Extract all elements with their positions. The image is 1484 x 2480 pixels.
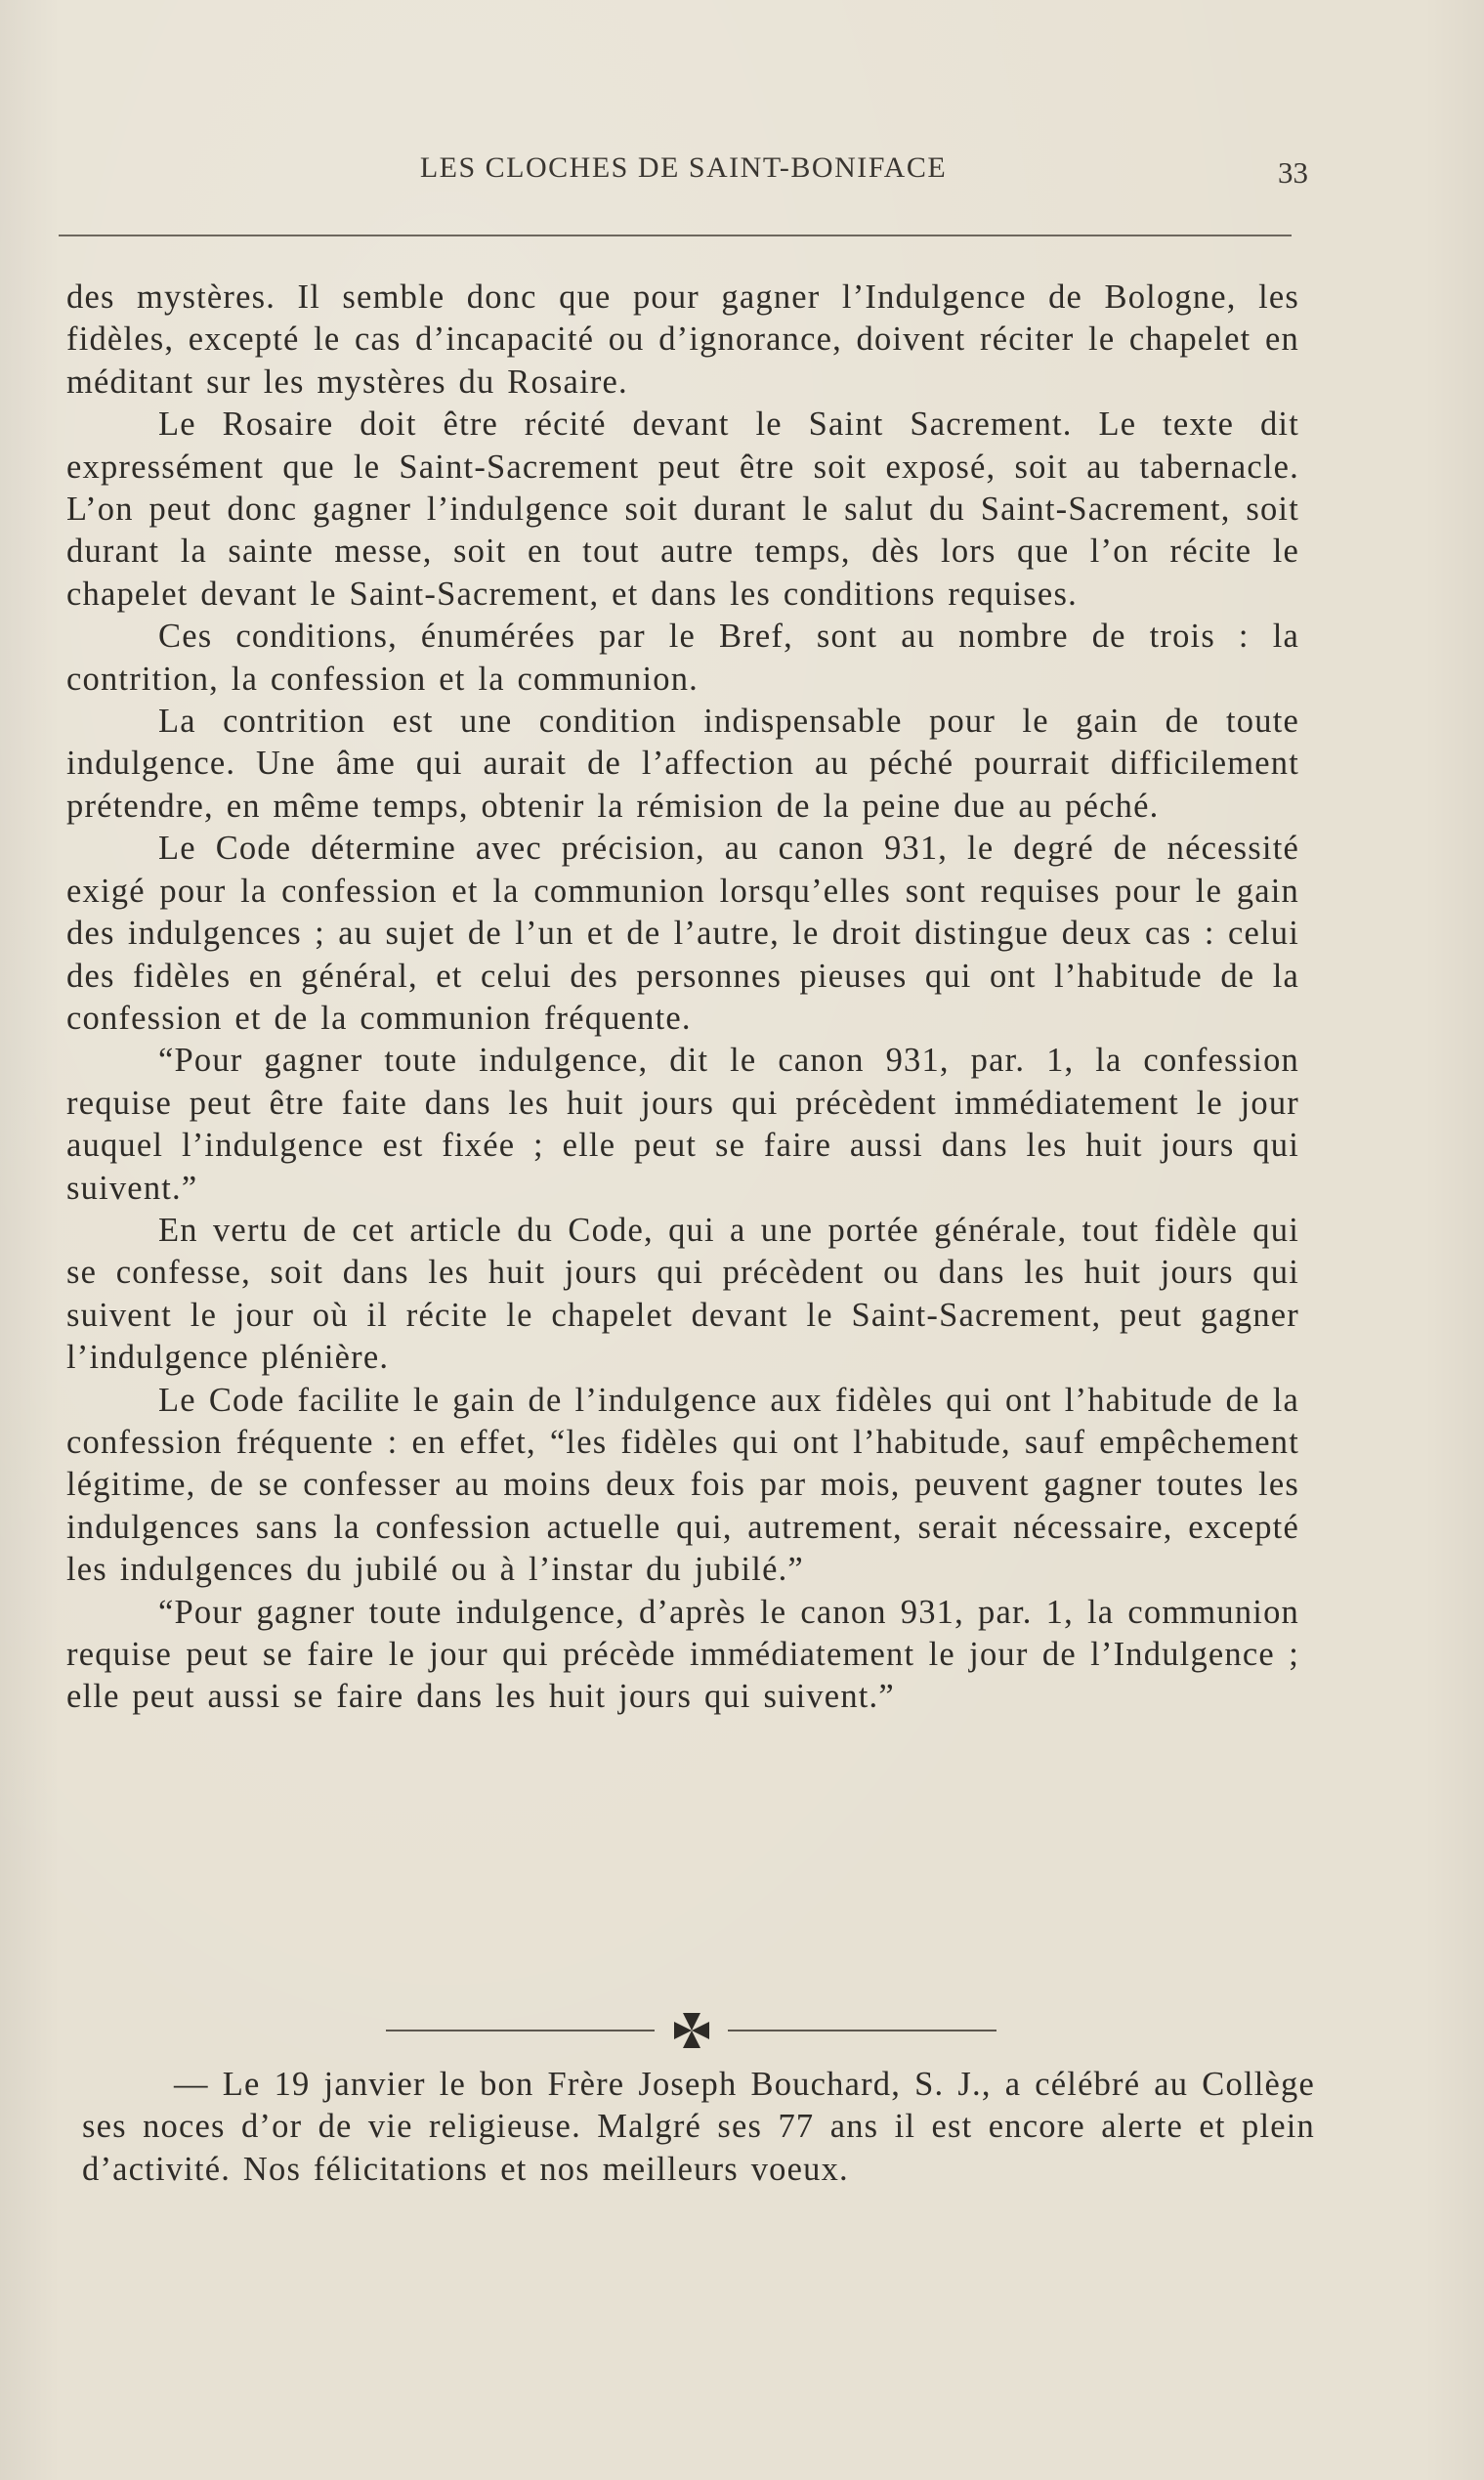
header-rule: [59, 235, 1292, 236]
cross-pattee-icon: [672, 2009, 711, 2052]
paragraph: “Pour gagner toute indulgence, dit le canon 931, par. 1, la confession requise peut être faite dans les huit jours qui précèdent immédiatement le jour auquel l’indulgence est fixée ; elle peut se faire aussi dans les huit jours qui suivent.”: [66, 1042, 1299, 1207]
running-title: LES CLOCHES DE SAINT-BONIFACE: [419, 151, 948, 184]
paragraph: La contrition est une condition indispensable pour le gain de toute indulgence. Une âme qui aurait de l’affection au péché pourrait difficilement prétendre, en même temps, obtenir la rémision de la peine due au péché.: [66, 703, 1299, 825]
paragraph: des mystères. Il semble donc que pour gagner l’Indulgence de Bologne, les fidèles, excepté le cas d’incapacité ou d’ignorance, doivent réciter le chapelet en méditant sur les mystères du Rosaire.: [66, 278, 1299, 401]
paragraph: Le Rosaire doit être récité devant le Saint Sacrement. Le texte dit expressément que le Saint-Sacrement peut être soit exposé, soit au tabernacle. L’on peut donc gagner l’indulgence soit durant le salut du Saint-Sacrement, soit durant la sainte messe, soit en tout autre temps, dès lors que l’on récite le chapelet devant le Saint-Sacrement, et dans les conditions requises.: [66, 406, 1299, 613]
paragraph: “Pour gagner toute indulgence, d’après le canon 931, par. 1, la communion requise peut se faire le jour qui précède immédiatement le jour de l’Indulgence ; elle peut aussi se faire dans les huit jours qui suivent.”: [66, 1593, 1299, 1716]
page-number: 33: [1278, 155, 1308, 190]
paragraph: En vertu de cet article du Code, qui a une portée générale, tout fidèle qui se confesse, soit dans les huit jours qui précèdent ou dans les huit jours qui suivent le jour où il récite le chapelet devant le Saint-Sacrement, peut gagner l’indulgence plénière.: [66, 1211, 1299, 1377]
section-separator: [386, 2009, 996, 2052]
body-text: [66, 277, 1299, 1719]
paragraph: Le Code détermine avec précision, au canon 931, le degré de nécessité exigé pour la confession et la communion lorsqu’elles sont requises pour le gain des indulgences ; au sujet de l’un et de l’autre, le droit distingue deux cas : celui des fidèles en général, et celui des personnes pieuses qui ont l’habitude de la confession et de la communion fréquente.: [66, 830, 1299, 1037]
paragraph: Le Code facilite le gain de l’indulgence aux fidèles qui ont l’habitude de la confession fréquente : en effet, “les fidèles qui ont l’habitude, sauf empêchement légitime, de se confesser au moins deux fois par mois, peuvent gagner toutes les indulgences sans la confession actuelle qui, autrement, serait nécessaire, excepté les indulgences du jubilé ou à l’instar du jubilé.”: [66, 1381, 1299, 1589]
separator-rule-right: [728, 2030, 996, 2031]
note-paragraph: — Le 19 janvier le bon Frère Joseph Bouchard, S. J., a célébré au Collège ses noces d’or de vie religieuse. Malgré ses 77 ans il est encore alerte et plein d’activité. Nos félicitations et nos meilleurs voeux.: [82, 2066, 1315, 2188]
separator-rule-left: [386, 2030, 655, 2031]
news-note: [82, 2064, 1315, 2191]
paragraph: Ces conditions, énumérées par le Bref, sont au nombre de trois : la contrition, la confession et la communion.: [66, 618, 1299, 698]
running-head: [68, 151, 1308, 200]
